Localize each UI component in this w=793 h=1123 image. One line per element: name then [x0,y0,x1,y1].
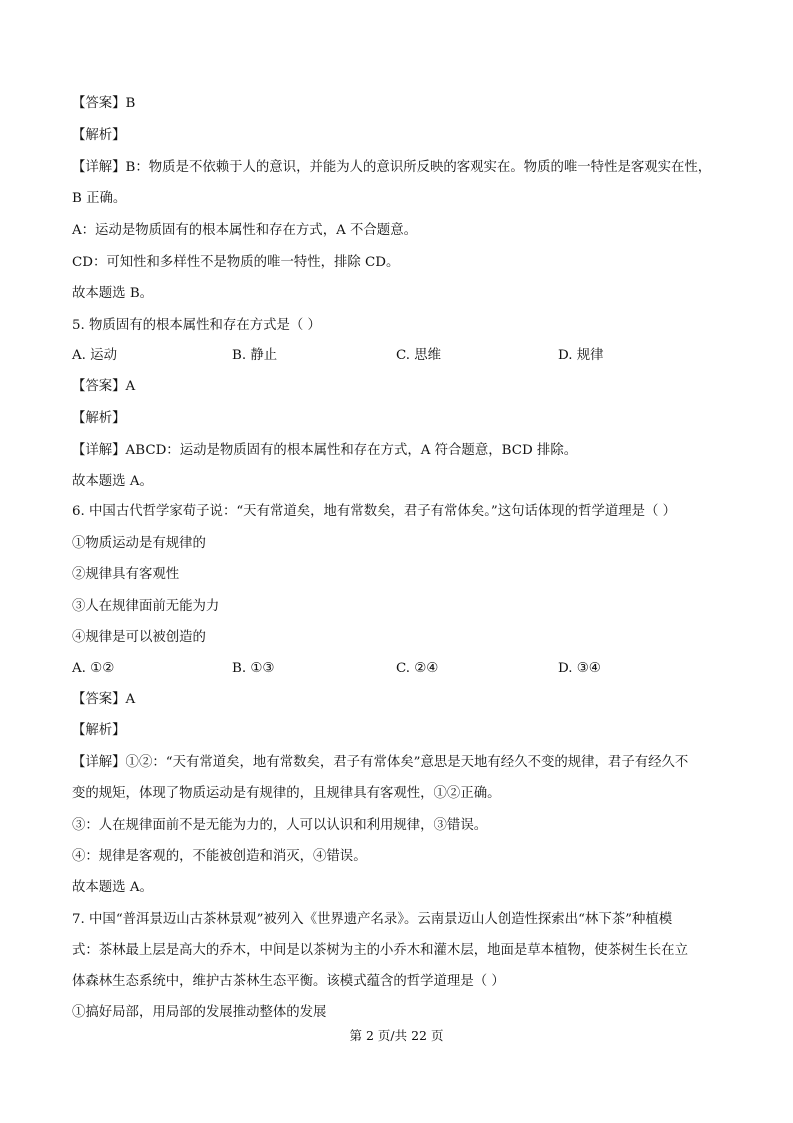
q6-option-d: D. ③④ [558,661,601,676]
question-7-continued: 式：茶林最上层是高大的乔木，中间是以茶树为主的小乔木和灌木层，地面是草本植物，使茶树生长在立 [72,943,688,958]
q6-option-b: B. ①③ [232,661,275,676]
explanation-line: B 正确。 [72,191,127,206]
q6-option-a: A. ①② [72,661,115,676]
q6-statement-4: ④规律是可以被创造的 [72,630,206,645]
answer-label-q4: 【答案】B [72,96,136,111]
explanation-line: 【详解】①②：“天有常道矣，地有常数矣，君子有常体矣”意思是天地有经久不变的规律，君子有经久不 [72,755,689,770]
analysis-label-q4: 【解析】 [72,128,126,143]
explanation-line: 变的规矩，体现了物质运动是有规律的，且规律具有客观性，①②正确。 [72,786,501,801]
explanation-line: 【详解】B：物质是不依赖于人的意识，并能为人的意识所反映的客观实在。物质的唯一特性是客观实在性， [72,160,712,175]
q5-option-b: B. 静止 [232,348,278,363]
explanation-line: A：运动是物质固有的根本属性和存在方式，A 不合题意。 [72,223,417,238]
question-7: 7. 中国“普洱景迈山古茶林景观”被列入《世界遗产名录》。云南景迈山人创造性探索出“林下茶”种植模 [72,912,673,927]
q5-option-c: C. 思维 [396,348,442,363]
analysis-label-q6: 【解析】 [72,723,126,738]
conclusion-line: 故本题选 A。 [72,880,153,895]
question-5: 5. 物质固有的根本属性和存在方式是（ ） [72,318,321,333]
q6-statement-1: ①物质运动是有规律的 [72,536,206,551]
conclusion-line: 故本题选 B。 [72,286,154,301]
explanation-line: ③：人在规律面前不是无能为力的，人可以认识和利用规律，③错误。 [72,818,488,833]
explanation-line: 【详解】ABCD：运动是物质固有的根本属性和存在方式，A 符合题意，BCD 排除。 [72,443,578,458]
q7-statement-1: ①搞好局部，用局部的发展推动整体的发展 [72,1005,327,1020]
explanation-line: ④：规律是客观的，不能被创造和消灭，④错误。 [72,849,367,864]
explanation-line: CD：可知性和多样性不是物质的唯一特性，排除 CD。 [72,255,400,270]
question-6: 6. 中国古代哲学家荀子说：“天有常道矣，地有常数矣，君子有常体矣。”这句话体现的哲学道理是（ ） [72,504,677,519]
analysis-label-q5: 【解析】 [72,411,126,426]
q6-statement-3: ③人在规律面前无能为力 [72,599,220,614]
q5-option-d: D. 规律 [558,348,604,363]
answer-label-q5: 【答案】A [72,379,136,394]
q6-statement-2: ②规律具有客观性 [72,567,180,582]
q6-option-c: C. ②④ [396,661,439,676]
question-7-continued: 体森林生态系统中，维护古茶林生态平衡。该模式蕴含的哲学道理是（ ） [72,974,505,989]
answer-label-q6: 【答案】A [72,692,136,707]
page-footer: 第 2 页/共 22 页 [349,1028,444,1043]
q5-option-a: A. 运动 [72,348,117,363]
conclusion-line: 故本题选 A。 [72,474,153,489]
